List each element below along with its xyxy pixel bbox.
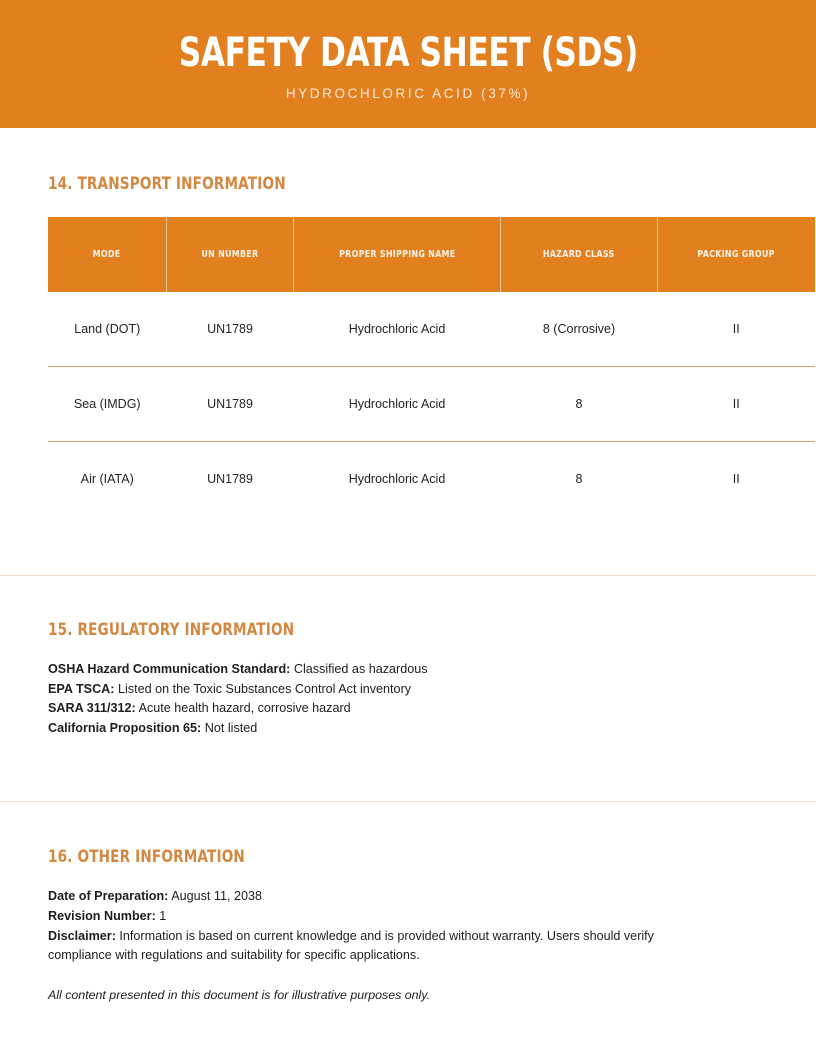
section-16-heading: 16. OTHER INFORMATION — [48, 847, 245, 868]
regulatory-entry — [48, 719, 708, 739]
cell-mode: Air (IATA) — [80, 472, 134, 486]
section-transport-information — [0, 128, 816, 516]
cell-hazard-class: 8 — [501, 367, 658, 442]
regulatory-entry-value: Not listed — [204, 720, 258, 735]
cell-hazard-class: 8 (Corrosive) — [501, 292, 658, 367]
cell-proper-shipping-name: Hydrochloric Acid — [348, 472, 446, 486]
regulatory-entry-value: Listed on the Toxic Substances Control Act inventory — [117, 681, 412, 696]
column-header-un-number — [167, 217, 294, 292]
column-header-proper-shipping-name-label: PROPER SHIPPING NAME — [338, 249, 456, 260]
table-row — [48, 367, 815, 442]
other-information-entries — [48, 887, 708, 965]
cell-un-number: UN1789 — [207, 472, 253, 486]
column-header-hazard-class-label: HAZARD CLASS — [543, 249, 615, 260]
section-15-heading: 15. REGULATORY INFORMATION — [48, 620, 295, 640]
transport-table-body — [48, 292, 815, 516]
column-header-proper-shipping-name — [294, 217, 501, 292]
regulatory-entry-label: OSHA Hazard Communication Standard: — [48, 662, 291, 676]
cell-packing-group: II — [658, 292, 816, 367]
cell-packing-group: II — [732, 472, 740, 486]
column-header-un-number-label: UN NUMBER — [201, 249, 259, 260]
cell-packing-group: II — [658, 367, 816, 442]
other-entry — [48, 887, 708, 907]
column-header-hazard-class — [501, 217, 658, 292]
table-row — [48, 442, 815, 517]
other-entry-label: Date of Preparation: — [48, 889, 169, 904]
other-entry — [48, 927, 708, 966]
document-subtitle: HYDROCHLORIC ACID (37%) — [285, 85, 531, 101]
regulatory-entry-label: EPA TSCA: — [48, 681, 115, 696]
cell-mode: Sea (IMDG) — [48, 367, 167, 442]
regulatory-entry — [48, 699, 708, 719]
document-body — [0, 128, 816, 1002]
regulatory-entry-label: California Proposition 65: — [48, 720, 202, 735]
cell-hazard-class: 8 — [575, 472, 583, 486]
section-14-title-wrap — [48, 128, 768, 194]
regulatory-entry-value: Acute health hazard, corrosive hazard — [138, 701, 351, 716]
regulatory-entries — [48, 660, 708, 738]
other-entry-label: Disclaimer: — [48, 928, 116, 943]
document-header-banner — [0, 0, 816, 128]
other-entry-value: Information is based on current knowledge and is provided without warranty. Users should verify compliance with regulations and suitability for specific applications. — [48, 928, 654, 963]
column-header-packing-group — [658, 217, 816, 292]
regulatory-entry-value: Classified as hazardous — [293, 662, 428, 676]
table-row — [48, 292, 815, 367]
column-header-mode-label: MODE — [93, 249, 121, 260]
transport-table-header — [48, 217, 815, 292]
section-regulatory-information — [0, 576, 816, 738]
column-header-mode — [48, 217, 167, 292]
section-15-title-wrap — [48, 576, 768, 640]
other-entry — [48, 907, 708, 927]
regulatory-entry — [48, 660, 708, 680]
section-other-information — [0, 802, 816, 1001]
other-entry-label: Revision Number: — [48, 908, 156, 923]
other-entry-value: 1 — [159, 908, 167, 923]
cell-proper-shipping-name: Hydrochloric Acid — [294, 292, 501, 367]
other-entry-value: August 11, 2038 — [171, 889, 262, 904]
table-header-row — [48, 217, 815, 292]
section-14-heading: 14. TRANSPORT INFORMATION — [48, 174, 286, 194]
regulatory-entry — [48, 680, 708, 700]
cell-un-number: UN1789 — [167, 292, 294, 367]
section-16-title-wrap — [48, 802, 768, 867]
regulatory-entry-label: SARA 311/312: — [48, 701, 136, 716]
cell-proper-shipping-name: Hydrochloric Acid — [294, 367, 501, 442]
document-title: SAFETY DATA SHEET (SDS) — [178, 29, 638, 76]
transport-information-table — [48, 217, 815, 516]
cell-un-number: UN1789 — [167, 367, 294, 442]
illustrative-purposes-footnote: All content presented in this document is for illustrative purposes only. — [48, 987, 431, 1002]
column-header-packing-group-label: PACKING GROUP — [697, 249, 776, 260]
cell-mode: Land (DOT) — [48, 292, 167, 367]
